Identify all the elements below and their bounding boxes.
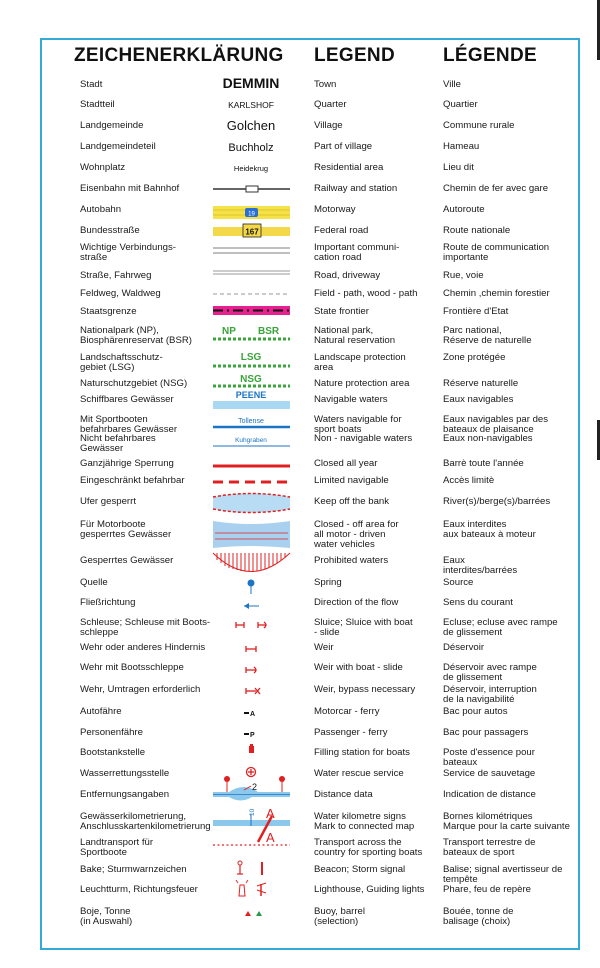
legend-de-label: Staatsgrenze [80, 306, 137, 317]
legend-en-label: Important communi- cation road [314, 242, 400, 263]
legend-fr-label: Lieu dit [443, 162, 474, 173]
beacon-storm-icon [237, 861, 262, 875]
legend-en-label: Village [314, 120, 343, 131]
legend-fr-label: Rue, voie [443, 270, 484, 281]
legend-fr-label: Quartier [443, 99, 478, 110]
legend-fr-label: Eaux interdites/barrées [443, 555, 518, 576]
railway-station-symbol [213, 186, 290, 192]
legend-de-label: Gesperrtes Gewässer [80, 555, 174, 566]
weir-bypass-icon [246, 688, 260, 694]
legend-de-label: Landgemeinde [80, 120, 144, 131]
legend-de-label: Naturschutzgebiet (NSG) [80, 378, 188, 389]
legend-fr-label: Eaux navigables par des bateaux de plaisance [443, 414, 549, 435]
legend-de-label: Entfernungsangaben [80, 789, 170, 800]
legend-fr-label: Hameau [443, 141, 480, 152]
peene-label: PEENE [235, 390, 267, 400]
connection-letter-lower: A [266, 830, 275, 845]
legend-fr-label: Frontière d'Etat [443, 306, 509, 317]
legend-fr-label: Parc national, Réserve de naturelle [443, 325, 532, 346]
legend-fr-label: Commune rurale [443, 120, 515, 131]
legend-en-label: Closed - off area for all motor - driven water vehicles [314, 519, 399, 550]
legend-en-label: Passenger - ferry [314, 727, 388, 738]
legend-de-label: Stadtteil [80, 99, 115, 110]
legend-fr-label: Bac pour autos [443, 706, 508, 717]
legend-fr-label: Indication de distance [443, 789, 536, 800]
legend-en-label: Spring [314, 577, 342, 588]
legend-de-label: Schleuse; Schleuse mit Boots- schleppe [80, 617, 211, 638]
legend-de-label: Leuchtturm, Richtungsfeuer [80, 884, 198, 895]
legend-en-label: National park, Natural reservation [314, 325, 396, 346]
np-label: NP [222, 326, 236, 337]
legend-en-label: Prohibited waters [314, 555, 389, 566]
legend-de-label: Ganzjährige Sperrung [80, 458, 174, 469]
legend-en-label: Transport across the country for sporting boats [314, 837, 423, 858]
spring-icon [248, 580, 255, 595]
sample-residential: Heidekrug [233, 164, 269, 173]
sample-village: Golchen [226, 118, 276, 133]
header-french: LÉGENDE [443, 45, 537, 66]
motorboat-closed-symbol [213, 521, 290, 548]
legend-fr-label: Accès limitè [443, 475, 495, 486]
federal-road-symbol [213, 224, 290, 237]
lsg-symbol [213, 352, 290, 366]
legend-fr-label: Service de sauvetage [443, 768, 536, 779]
legend-fr-label: Ville [443, 79, 461, 90]
legend-fr-label: River(s)/berge(s)/barrées [443, 496, 551, 507]
legend-en-label: Town [314, 79, 337, 90]
legend-en-label: Nature protection area [314, 378, 410, 389]
legend-de-label: Nationalpark (NP), Biosphärenreservat (BSR) [80, 325, 192, 346]
legend-de-label: Für Motorboote gesperrtes Gewässer [80, 519, 172, 540]
distance-data-symbol [213, 776, 290, 801]
nsg-symbol [213, 374, 290, 386]
prohibited-waters-symbol [213, 553, 290, 572]
legend-de-label: Eisenbahn mit Bahnhof [80, 183, 180, 194]
legend-de-label: Wehr oder anderes Hindernis [80, 642, 206, 653]
state-frontier-symbol [213, 306, 290, 315]
legend-de-label: Personenfähre [80, 727, 143, 738]
legend-en-label: Non - navigable waters [314, 433, 413, 444]
legend-en-label: Railway and station [314, 183, 398, 194]
legend-fr-label: Zone protégée [443, 352, 506, 363]
legend-de-label: Stadt [80, 79, 103, 90]
legend-en-label: Buoy, barrel (selection) [314, 906, 366, 927]
legend-en-label: Field - path, wood - path [314, 288, 418, 299]
kilometre-number: 10 [249, 808, 256, 816]
legend-en-label: State frontier [314, 306, 369, 317]
legend-de-label: Boje, Tonne (in Auswahl) [80, 906, 133, 927]
nsg-label: NSG [240, 374, 262, 385]
tollense-label: Tollense [238, 418, 264, 425]
connection-letter: A [266, 806, 275, 821]
legend-en-label: Weir [314, 642, 334, 653]
legend-en-label: Filling station for boats [314, 747, 410, 758]
fuel-station-icon [249, 744, 254, 753]
legend-fr-label: Route nationale [443, 225, 511, 236]
buoy-icon [245, 911, 262, 916]
weir-icon [246, 646, 256, 652]
legend-en-label: Residential area [314, 162, 384, 173]
navigable-waters-symbol [213, 390, 290, 409]
legend-fr-label: Transport terrestre de bateaux de sport [443, 837, 536, 858]
federal-road-number: 167 [245, 227, 259, 237]
sample-quarter: KARLSHOF [228, 100, 274, 110]
legend-fr-label: Eaux interdites aux bateaux à moteur [443, 519, 536, 540]
bsr-label: BSR [258, 326, 280, 337]
bank-closed-symbol [213, 494, 290, 513]
legend-en-label: Part of village [314, 141, 373, 152]
legend-fr-label: Eaux non-navigables [443, 433, 533, 444]
legend-de-label: Gewässerkilometrierung, Anschlusskartenkilometrierung [80, 811, 211, 832]
important-road-symbol [213, 248, 290, 253]
legend-fr-label: Balise; signal avertisseur de tempête [443, 864, 563, 885]
legend-de-label: Quelle [80, 577, 108, 588]
header-german: ZEICHENERKLÄRUNG [74, 45, 284, 66]
legend-en-label: Sluice; Sluice with boat - slide [314, 617, 413, 638]
legend-fr-label: Barrè toute l'année [443, 458, 524, 469]
legend-fr-label: Bornes kilométriques Marque pour la carte suivante [443, 811, 570, 832]
legend-en-label: Motorway [314, 204, 356, 215]
weir-boat-slide-icon [246, 667, 256, 673]
legend-fr-label: Déservoir avec rampe de glissement [443, 662, 537, 683]
legend-fr-label: Poste d'essence pour bateaux [443, 747, 535, 768]
legend-fr-label: Réserve naturelle [443, 378, 519, 389]
legend-de-label: Bake; Sturmwarnzeichen [80, 864, 187, 875]
lighthouse-icon [236, 880, 266, 896]
legend-en-label: Motorcar - ferry [314, 706, 380, 717]
legend-fr-label: Déservoir [443, 642, 485, 653]
passenger-ferry-letter: P [250, 732, 255, 739]
legend-de-label: Wichtige Verbindungs- straße [80, 242, 176, 263]
sample-part-of-village: Buchholz [228, 142, 274, 154]
header-english: LEGEND [314, 45, 395, 66]
legend-fr-label: Chemin de fer avec gare [443, 183, 549, 194]
legend-en-label: Weir, bypass necessary [314, 684, 416, 695]
legend-de-label: Fließrichtung [80, 597, 136, 608]
legend-de-label: Eingeschränkt befahrbar [80, 475, 185, 486]
legend-en-label: Keep off the bank [314, 496, 390, 507]
legend-fr-label: Ecluse; ecluse avec rampe de glissement [443, 617, 558, 638]
legend-en-label: Direction of the flow [314, 597, 399, 608]
sluice-icon [236, 622, 266, 628]
legend-en-label: Weir with boat - slide [314, 662, 403, 673]
legend-en-label: Landscape protection area [314, 352, 406, 373]
legend-de-label: Landgemeindeteil [80, 141, 156, 152]
legend-fr-label: Sens du courant [443, 597, 513, 608]
legend-fr-label: Eaux navigables [443, 394, 514, 405]
legend-de-label: Landtransport für Sportboote [80, 837, 154, 858]
legend-en-label: Distance data [314, 789, 373, 800]
legend-en-label: Water rescue service [314, 768, 404, 779]
legend-en-label: Quarter [314, 99, 347, 110]
sport-boat-waters-symbol [213, 418, 290, 427]
legend-fr-label: Déservoir, interruption de la navigabilité [443, 684, 537, 705]
car-ferry-icon [244, 711, 255, 718]
legend-en-label: Closed all year [314, 458, 378, 469]
motorway-symbol [213, 206, 290, 219]
distance-number: 2 [252, 782, 258, 792]
legend-de-label: Feldweg, Waldweg [80, 288, 161, 299]
legend-de-label: Straße, Fahrweg [80, 270, 152, 281]
road-symbol [213, 271, 290, 274]
kuhgraben-label: Kuhgraben [235, 437, 267, 444]
legend-en-label: Limited navigable [314, 475, 389, 486]
non-navigable-waters-symbol [213, 437, 290, 446]
legend-en-label: Navigable waters [314, 394, 388, 405]
legend-de-label: Ufer gesperrt [80, 496, 136, 507]
legend-fr-label: Route de communication importante [443, 242, 550, 263]
legend-de-label: Bundesstraße [80, 225, 140, 236]
legend-de-label: Landschaftsschutz- gebiet (LSG) [80, 352, 163, 373]
legend-de-label: Wehr mit Bootsschleppe [80, 662, 184, 673]
legend-en-label: Beacon; Storm signal [314, 864, 406, 875]
legend-fr-label: Chemin ,chemin forestier [443, 288, 550, 299]
lsg-label: LSG [240, 352, 262, 363]
legend-fr-label: Source [443, 577, 474, 588]
legend-fr-label: Bac pour passagers [443, 727, 529, 738]
legend-de-label: Autofähre [80, 706, 122, 717]
legend-de-label: Wehr, Umtragen erforderlich [80, 684, 201, 695]
national-park-symbol [213, 326, 290, 339]
legend-de-label: Autobahn [80, 204, 122, 215]
water-rescue-icon [247, 768, 256, 777]
legend-en-label: Water kilometre signs Mark to connected map [314, 811, 415, 832]
legend-en-label: Federal road [314, 225, 369, 236]
legend-fr-label: Phare, feu de repère [443, 884, 532, 895]
flow-direction-icon [244, 603, 259, 609]
legend-de-label: Mit Sportbooten befahrbares Gewässer [80, 414, 178, 435]
motorway-number: 19 [248, 211, 255, 218]
sample-town: DEMMIN [222, 75, 280, 91]
legend-de-label: Wasserrettungsstelle [80, 768, 170, 779]
legend-de-label: Schiffbares Gewässer [80, 394, 174, 405]
legend-fr-label: Autoroute [443, 204, 485, 215]
car-ferry-letter: A [250, 711, 256, 718]
legend-en-label: Waters navigable for sport boats [314, 414, 402, 435]
legend-de-label: Nicht befahrbares Gewässer [80, 433, 156, 454]
kilometre-signs-symbol [213, 806, 290, 845]
legend-de-label: Bootstankstelle [80, 747, 146, 758]
legend-de-label: Wohnplatz [80, 162, 126, 173]
passenger-ferry-icon [244, 732, 255, 739]
legend-fr-label: Bouée, tonne de balisage (choix) [443, 906, 514, 927]
legend-en-label: Lighthouse, Guiding lights [314, 884, 425, 895]
legend-en-label: Road, driveway [314, 270, 381, 281]
